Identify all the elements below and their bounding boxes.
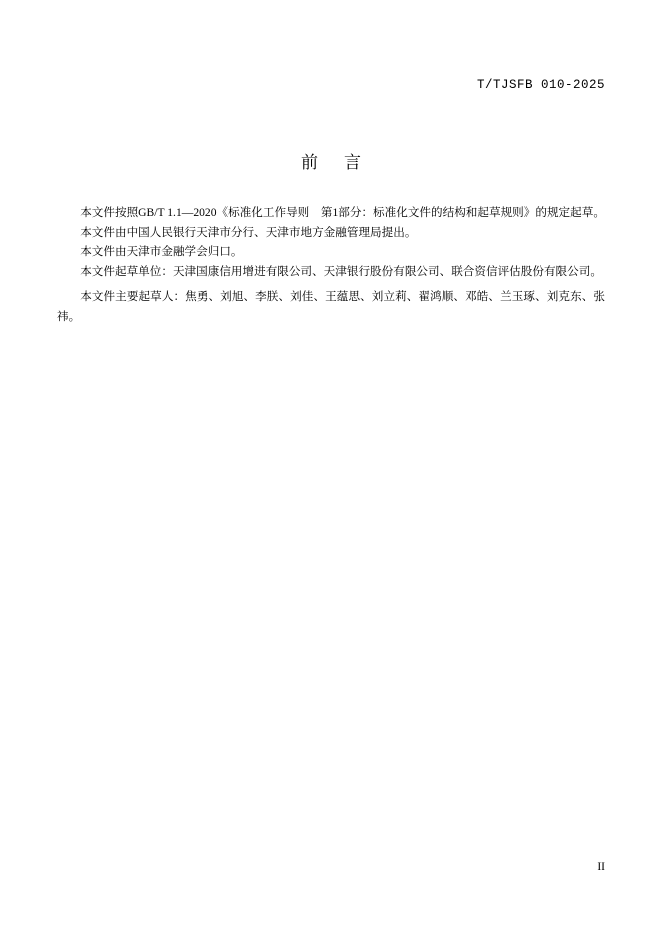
standard-code-header: T/TJSFB 010-2025: [476, 78, 605, 92]
paragraph: 本文件主要起草人：焦勇、刘旭、李朕、刘佳、王蕴思、刘立莉、翟鸿顺、邓皓、兰玉琢、刘克东、张祎。: [57, 290, 605, 323]
page-title: [0, 148, 662, 173]
paragraph: 本文件按照GB/T 1.1—2020《标准化工作导则 第1部分：标准化文件的结构和起草规则》的规定起草。: [80, 206, 605, 219]
page-title-part1: 前: [301, 153, 318, 172]
paragraph: 本文件起草单位：天津国康信用增进有限公司、天津银行股份有限公司、联合资信评估股份有限公司。: [80, 264, 602, 278]
page-title-part2: 言: [344, 153, 361, 172]
page-number: II: [597, 861, 605, 873]
paragraph: 本文件由中国人民银行天津市分行、天津市地方金融管理局提出。: [80, 225, 417, 239]
paragraph: 本文件由天津市金融学会归口。: [80, 245, 243, 258]
foreword-body: [57, 203, 605, 326]
